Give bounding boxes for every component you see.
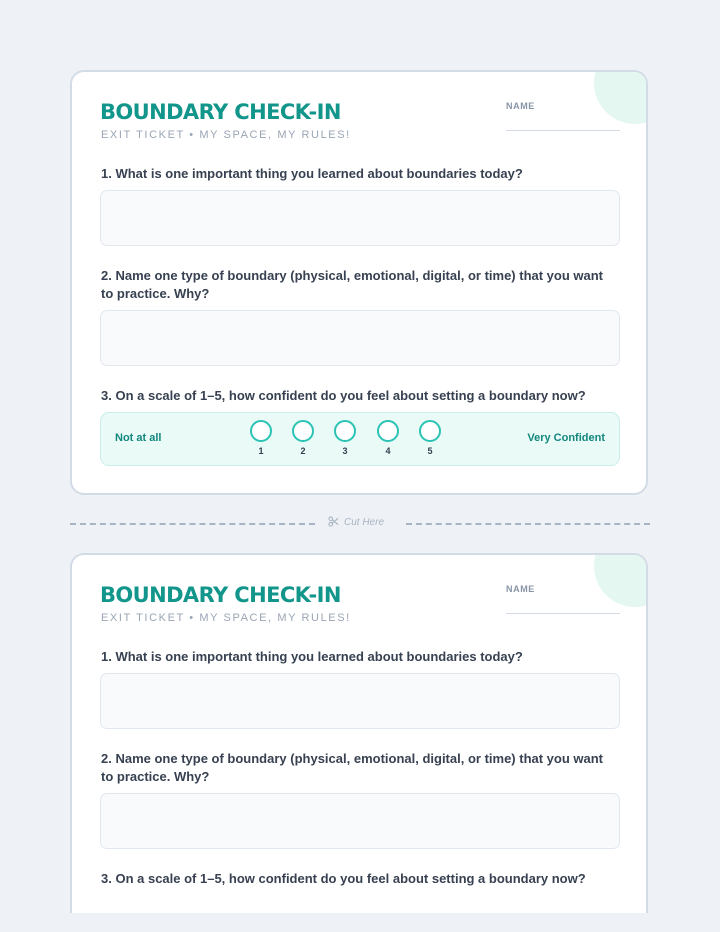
name-label: NAME <box>506 584 535 594</box>
rating-number: 4 <box>385 446 391 456</box>
name-field[interactable] <box>506 130 620 131</box>
radio-circle-icon[interactable] <box>419 420 441 442</box>
rating-number: 3 <box>342 446 348 456</box>
dashed-divider <box>406 523 650 525</box>
rating-option-3[interactable] <box>333 420 357 456</box>
question-3: 3. On a scale of 1–5, how confident do you feel about setting a boundary now? <box>101 388 586 403</box>
question-1: 1. What is one important thing you learned about boundaries today? <box>101 649 523 664</box>
cut-line <box>70 516 650 530</box>
corner-decoration <box>594 553 648 607</box>
scale-low-label: Not at all <box>115 432 162 444</box>
question-2: 2. Name one type of boundary (physical, emotional, digital, or time) that you want to practice. Why? <box>101 751 604 784</box>
question-3: 3. On a scale of 1–5, how confident do you feel about setting a boundary now? <box>101 871 586 886</box>
rating-option-4[interactable] <box>376 420 400 456</box>
corner-decoration <box>594 70 648 124</box>
radio-circle-icon[interactable] <box>292 420 314 442</box>
rating-number: 1 <box>258 446 264 456</box>
cut-here-text: Cut Here <box>344 517 385 528</box>
exit-ticket-card-2 <box>70 553 648 913</box>
question-1: 1. What is one important thing you learned about boundaries today? <box>101 166 523 181</box>
ticket-title: BOUNDARY CHECK-IN <box>100 100 341 124</box>
question-2: 2. Name one type of boundary (physical, emotional, digital, or time) that you want to practice. Why? <box>101 268 604 301</box>
cut-here-label <box>328 516 384 528</box>
exit-ticket-card-1 <box>70 70 648 495</box>
name-field[interactable] <box>506 613 620 614</box>
rating-number: 5 <box>427 446 433 456</box>
rating-option-5[interactable] <box>418 420 442 456</box>
ticket-subtitle: EXIT TICKET • MY SPACE, MY RULES! <box>101 129 351 141</box>
radio-circle-icon[interactable] <box>334 420 356 442</box>
confidence-scale <box>100 412 620 466</box>
rating-option-2[interactable] <box>291 420 315 456</box>
radio-circle-icon[interactable] <box>250 420 272 442</box>
answer-box-2[interactable] <box>100 310 620 366</box>
ticket-title: BOUNDARY CHECK-IN <box>100 583 341 607</box>
rating-option-1[interactable] <box>249 420 273 456</box>
rating-number: 2 <box>300 446 306 456</box>
radio-circle-icon[interactable] <box>377 420 399 442</box>
answer-box-1[interactable] <box>100 673 620 729</box>
name-label: NAME <box>506 101 535 111</box>
answer-box-1[interactable] <box>100 190 620 246</box>
ticket-subtitle: EXIT TICKET • MY SPACE, MY RULES! <box>101 612 351 624</box>
answer-box-2[interactable] <box>100 793 620 849</box>
scale-high-label: Very Confident <box>527 432 605 444</box>
scissors-icon <box>328 516 339 527</box>
dashed-divider <box>70 523 315 525</box>
